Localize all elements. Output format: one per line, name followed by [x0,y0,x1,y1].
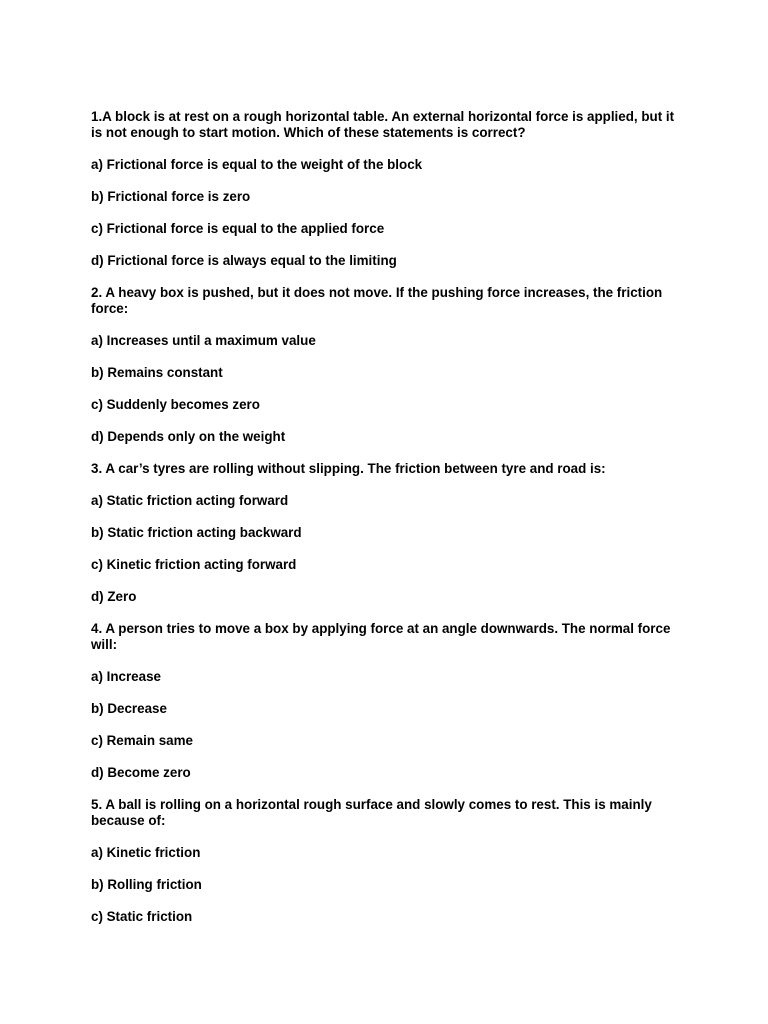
question-3-option-a: a) Static friction acting forward [91,493,289,508]
question-5-text: 5. A ball is rolling on a horizontal rough surface and slowly comes to rest. This is mainly because of: [91,797,652,828]
question-1-text: 1.A block is at rest on a rough horizontal table. An external horizontal force is applied, but it is not enough to start motion. Which of these statements is correct? [91,109,675,140]
question-3-option-c: c) Kinetic friction acting forward [91,557,297,572]
question-2-text: 2. A heavy box is pushed, but it does not move. If the pushing force increases, the friction force: [91,285,663,316]
question-5-option-b: b) Rolling friction [91,877,202,892]
question-4-text: 4. A person tries to move a box by applying force at an angle downwards. The normal force will: [91,621,671,652]
question-2-option-a: a) Increases until a maximum value [91,333,316,348]
question-4-option-b: b) Decrease [91,701,167,716]
question-2-option-d: d) Depends only on the weight [91,429,286,444]
question-1-option-b: b) Frictional force is zero [91,189,251,204]
question-5-option-a: a) Kinetic friction [91,845,201,860]
question-2-option-b: b) Remains constant [91,365,223,380]
question-1-option-d: d) Frictional force is always equal to the limiting [91,253,397,268]
question-3-text: 3. A car’s tyres are rolling without slipping. The friction between tyre and road is: [91,461,606,476]
question-block-5 [91,797,681,925]
question-block-3 [91,461,681,605]
question-1-option-a: a) Frictional force is equal to the weight of the block [91,157,423,172]
question-block-1 [91,109,681,269]
question-3-option-b: b) Static friction acting backward [91,525,302,540]
question-4-option-c: c) Remain same [91,733,193,748]
question-list [91,109,681,941]
question-2-option-c: c) Suddenly becomes zero [91,397,260,412]
question-block-4 [91,621,681,781]
question-5-option-c: c) Static friction [91,909,193,924]
question-1-option-c: c) Frictional force is equal to the applied force [91,221,385,236]
question-block-2 [91,285,681,445]
question-3-option-d: d) Zero [91,589,137,604]
question-4-option-d: d) Become zero [91,765,191,780]
question-4-option-a: a) Increase [91,669,161,684]
